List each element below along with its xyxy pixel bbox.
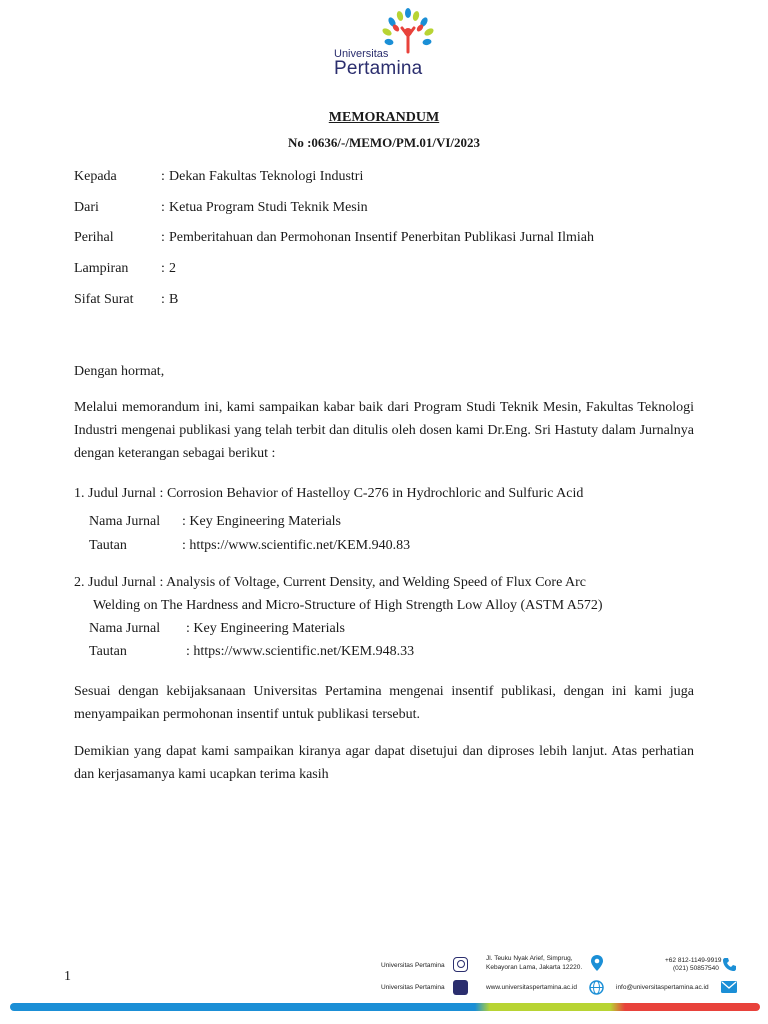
request-paragraph: Sesuai dengan kebijaksanaan Universitas Pertamina mengenai insentif publikasi, dengan ini kami juga menyampaikan permohonan insentif untuk publikasi tersebut.	[74, 684, 694, 722]
header-value-kepada: Dekan Fakultas Teknologi Industri	[169, 169, 364, 184]
footer-social-youtube-text: Universitas Pertamina	[381, 984, 445, 991]
journal-1-link-label: Tautan	[89, 538, 127, 553]
journal-1-name-label: Nama Jurnal	[89, 514, 161, 529]
footer-website: www.universitaspertamina.ac.id	[486, 984, 578, 991]
journal-2-title: 2. Judul Jurnal : Analysis of Voltage, Current Density, and Welding Speed of Flux Core Arc	[74, 575, 587, 590]
footer-color-bar	[10, 1003, 760, 1011]
header-value-dari: Ketua Program Studi Teknik Mesin	[169, 200, 368, 215]
memo-number: No :0636/-/MEMO/PM.01/VI/2023	[287, 135, 481, 150]
video-icon	[453, 980, 468, 995]
footer-phone2: (021) 50857540	[673, 965, 719, 972]
journal-2-link-value: : https://www.scientific.net/KEM.948.33	[186, 644, 415, 659]
header-label-kepada: Kepada	[74, 169, 117, 184]
header-label-lampiran: Lampiran	[74, 261, 129, 276]
header-value-lampiran: 2	[169, 261, 176, 276]
header-label-dari: Dari	[74, 200, 99, 215]
header-value-perihal: Pemberitahuan dan Permohonan Insentif Penerbitan Publikasi Jurnal Ilmiah	[169, 230, 594, 245]
header-colon: :	[161, 169, 165, 184]
logo-text-pertamina: Pertamina	[334, 58, 423, 79]
header-label-perihal: Perihal	[74, 230, 114, 245]
globe-icon	[589, 980, 604, 995]
footer-social-instagram-text: Universitas Pertamina	[381, 962, 445, 969]
header-colon: :	[161, 200, 165, 215]
intro-paragraph: Melalui memorandum ini, kami sampaikan kabar baik dari Program Studi Teknik Mesin, Fakultas Teknologi Industri mengenai publikasi yang telah terbit dan ditulis oleh dosen kami Dr.Eng. Sri Hastuty dalam Jurnalnya dengan keterangan sebagai berikut :	[74, 400, 694, 461]
journal-2-name-label: Nama Jurnal	[89, 621, 161, 636]
footer-address-line1: Jl. Teuku Nyak Arief, Simprug,	[486, 955, 573, 962]
journal-2-title-continued: Welding on The Hardness and Micro-Structure of High Strength Low Alloy (ASTM A572)	[93, 598, 603, 613]
memo-title: MEMORANDUM	[328, 110, 440, 125]
header-colon: :	[161, 230, 165, 245]
footer-address-line2: Kebayoran Lama, Jakarta 12220.	[486, 964, 583, 971]
logo-text-universitas: Universitas	[334, 48, 389, 60]
footer-email: info@universitaspertamina.ac.id	[616, 984, 709, 991]
location-pin-icon	[591, 955, 603, 971]
closing-paragraph: Demikian yang dapat kami sampaikan kiranya agar dapat disetujui dan diproses lebih lanjut. Atas perhatian dan kerjasamanya kami ucapkan terima kasih	[74, 744, 694, 782]
footer-phone1: +62 812-1149-9919	[665, 957, 722, 964]
page-number: 1	[64, 969, 71, 984]
journal-1-link-value: : https://www.scientific.net/KEM.940.83	[182, 538, 411, 553]
journal-1-name-value: : Key Engineering Materials	[182, 514, 342, 529]
phone-icon	[722, 957, 737, 972]
journal-1-title: 1. Judul Jurnal : Corrosion Behavior of Hastelloy C-276 in Hydrochloric and Sulfuric Acid	[74, 486, 584, 501]
instagram-icon	[453, 957, 468, 972]
header-value-sifat-surat: B	[169, 292, 179, 307]
email-icon	[721, 981, 737, 993]
header-colon: :	[161, 292, 165, 307]
journal-2-name-value: : Key Engineering Materials	[186, 621, 346, 636]
header-colon: :	[161, 261, 165, 276]
header-label-sifat-surat: Sifat Surat	[74, 292, 134, 307]
greeting: Dengan hormat,	[74, 364, 165, 379]
journal-2-link-label: Tautan	[89, 644, 127, 659]
